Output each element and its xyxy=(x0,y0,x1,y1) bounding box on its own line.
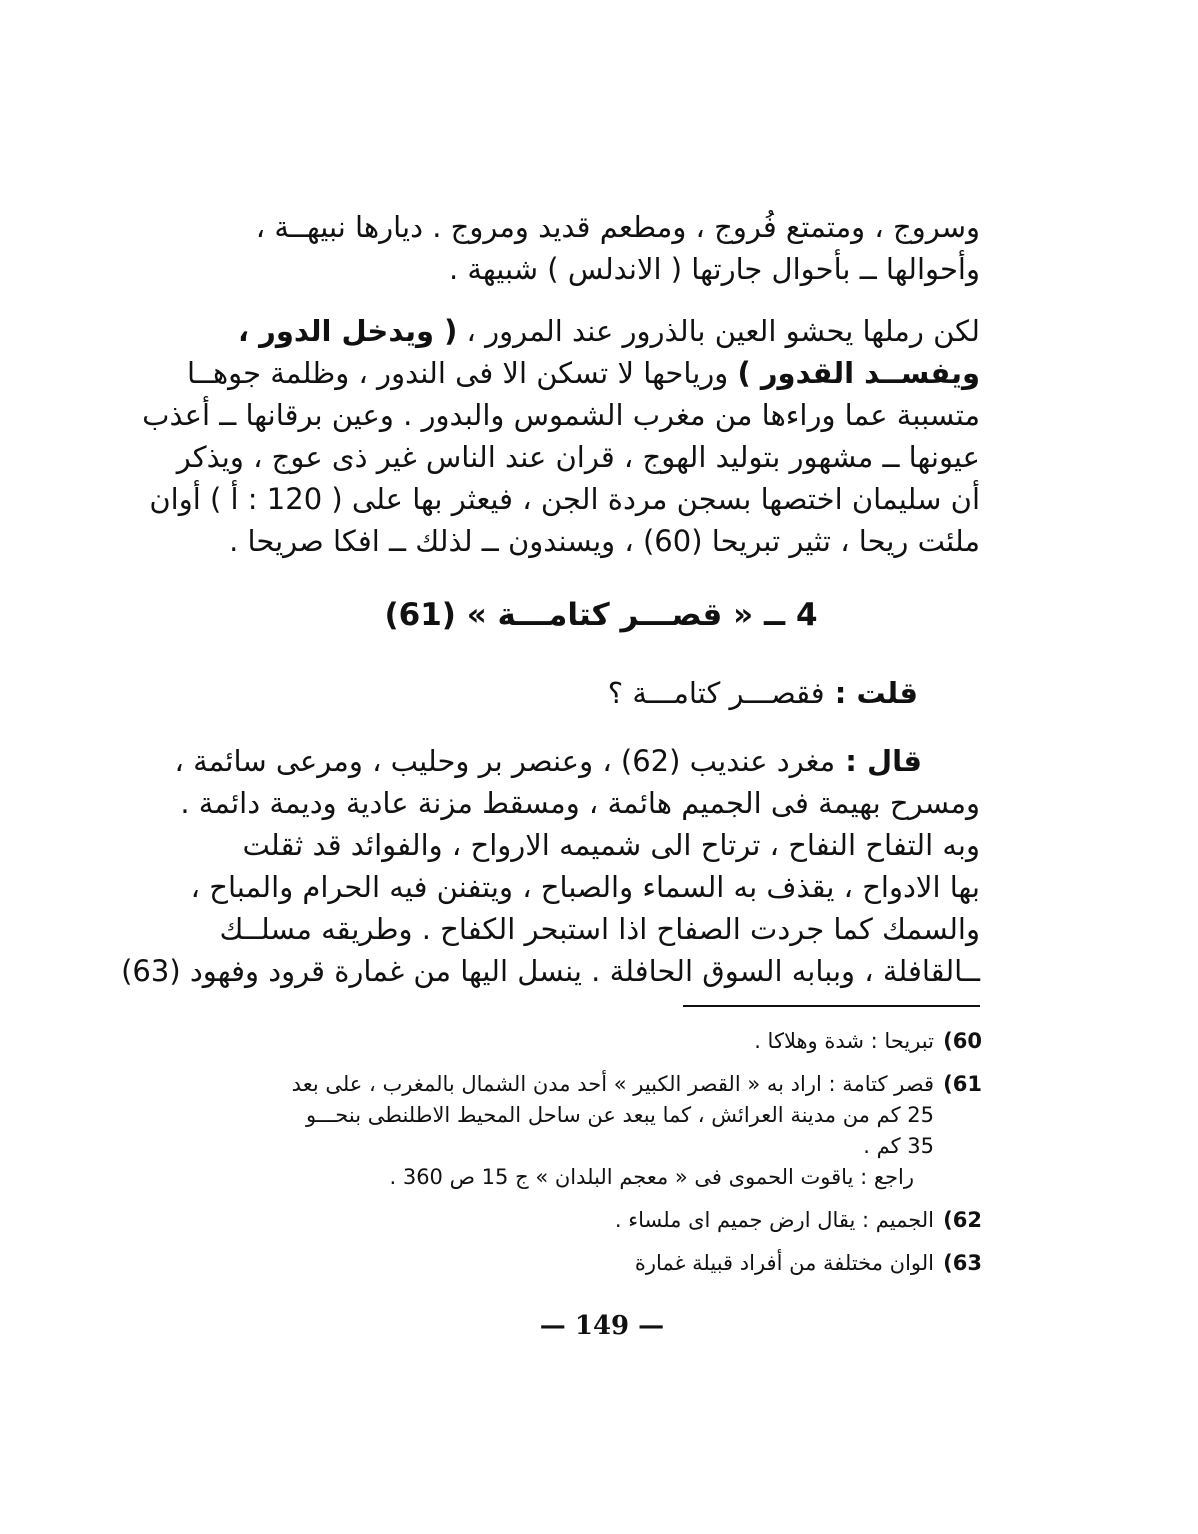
paragraph-line: والسمك كما جردت الصفاح اذا استبحر الكفاح . وطريقه مسلــك xyxy=(219,912,980,946)
paragraph-1 xyxy=(222,206,980,290)
footnote-61 xyxy=(222,1069,982,1193)
footnote-number: 62) xyxy=(943,1208,982,1232)
footnote-63 xyxy=(222,1248,982,1279)
question-text: فقصـــر كتامـــة ؟ xyxy=(607,676,825,710)
footnote-text xyxy=(222,1205,934,1236)
line-text: مغرد عنديب (62) ، وعنصر بر وحليب ، ومرعى سائمة ، xyxy=(174,744,836,778)
page-number: — 149 — xyxy=(539,1311,665,1341)
line-text: لكن رملها يحشو العين بالذرور عند المرور ، xyxy=(457,314,980,348)
paragraph-line: أن سليمان اختصها بسجن مردة الجن ، فيعثر بها على ( 120 : أ ) أوان xyxy=(149,482,980,516)
paragraph-line: بها الادواح ، يقذف به السماء والصباح ، ويتفنن فيه الحرام والمباح ، xyxy=(190,870,980,904)
question-line xyxy=(222,672,918,714)
footnote-line: الجميم : يقال ارض جميم اى ملساء . xyxy=(614,1208,934,1232)
line-text: ورياحها لا تسكن الا فى الندور ، وظلمة جوهــا xyxy=(187,356,738,390)
paragraph-line: متسببة عما وراءها من مغرب الشموس والبدور . وعين برقانها ــ أعذب xyxy=(142,398,980,432)
bold-phrase: ( ويدخل الدور ، xyxy=(238,314,458,348)
footnotes xyxy=(222,1026,982,1291)
paragraph-line: وبه التفاح النفاح ، ترتاح الى شميمه الارواح ، والفوائد قد ثقلت xyxy=(242,828,980,862)
paragraph-2 xyxy=(142,310,980,562)
footnote-line: 25 كم من مدينة العرائش ، كما يبعد عن ساحل المحيط الاطلنطى بنحـــو xyxy=(306,1103,934,1127)
paragraph-line xyxy=(174,740,980,782)
paragraph-line: ــالقافلة ، وببابه السوق الحافلة . ينسل اليها من غمارة قرود وفهود (63) xyxy=(121,954,980,988)
paragraph-line: وسروج ، ومتمتع فُروج ، ومطعم قديد ومروج . ديارها نبيهــة ، xyxy=(255,210,980,244)
footnote-number: 61) xyxy=(943,1072,982,1096)
footnote-60 xyxy=(222,1026,982,1057)
footnote-reference: راجع : ياقوت الحموى فى « معجم البلدان » ج 15 ص 360 . xyxy=(389,1165,914,1189)
footnote-line: الوان مختلفة من أفراد قبيلة غمارة xyxy=(634,1251,934,1275)
footnote-number: 63) xyxy=(943,1251,982,1275)
footnote-62 xyxy=(222,1205,982,1236)
paragraph-line: وأحوالها ــ بأحوال جارتها ( الاندلس ) شبيهة . xyxy=(448,252,980,286)
paragraph-line: ومسرح بهيمة فى الجميم هائمة ، ومسقط مزنة عادية وديمة دائمة . xyxy=(180,786,980,820)
footnote-divider xyxy=(683,1005,980,1007)
footnote-number: 60) xyxy=(943,1029,982,1053)
footnote-line: 35 كم . xyxy=(863,1134,934,1158)
footnote-text xyxy=(222,1026,934,1057)
paragraph-line xyxy=(222,310,980,352)
bold-phrase: ويفســد القدور ) xyxy=(737,356,980,390)
footnote-line: تبريحا : شدة وهلاكا . xyxy=(754,1029,934,1053)
footnote-text xyxy=(222,1069,934,1193)
speaker-label: قلت : xyxy=(824,676,918,710)
section-heading: 4 ــ « قصـــر كتامـــة » (61) xyxy=(384,597,818,633)
paragraph-line xyxy=(187,352,980,394)
paragraph-line: ملئت ريحا ، تثير تبريحا (60) ، ويسندون ــ لذلك ــ افكا صريحا . xyxy=(229,524,980,558)
paragraph-3 xyxy=(121,740,980,992)
speaker-label: قال : xyxy=(835,744,922,778)
paragraph-line: عيونها ــ مشهور بتوليد الهوج ، قران عند الناس غير ذى عوج ، ويذكر xyxy=(176,440,980,474)
footnote-text xyxy=(222,1248,934,1279)
footnote-line: قصر كتامة : اراد به « القصر الكبير » أحد مدن الشمال بالمغرب ، على بعد xyxy=(291,1072,934,1096)
